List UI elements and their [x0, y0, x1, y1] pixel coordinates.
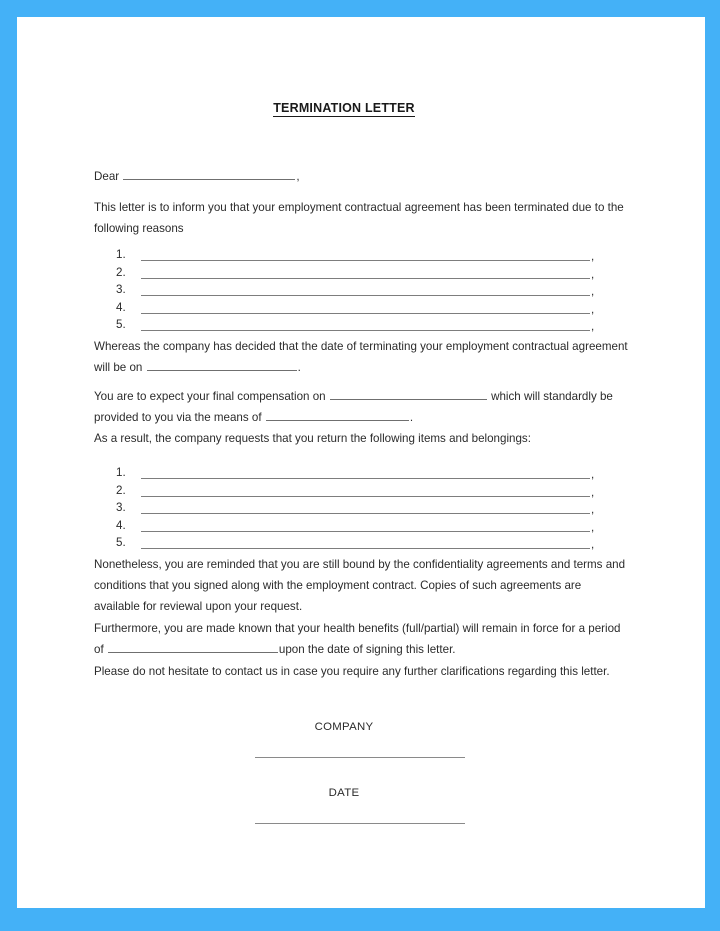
list-item-blank-field[interactable]	[141, 478, 590, 479]
list-item-number: 1.	[116, 466, 126, 479]
list-item-number: 2.	[116, 483, 126, 497]
list-item-comma: ,	[591, 485, 595, 499]
list-item	[94, 466, 628, 484]
list-item-blank-field[interactable]	[141, 313, 590, 314]
list-item-blank-field[interactable]	[141, 496, 590, 497]
benefits-paragraph	[94, 618, 628, 660]
list-item	[94, 283, 628, 301]
list-item-blank-field[interactable]	[141, 295, 590, 296]
list-item-comma: ,	[591, 520, 595, 534]
letter-page	[17, 17, 705, 908]
salutation-comma: ,	[296, 170, 300, 183]
confidentiality-paragraph: Nonetheless, you are reminded that you are still bound by the confidentiality agreements and terms and conditions that you signed along with the employment contract. Copies of such agreements are available for reviewal upon your request.	[94, 558, 626, 613]
compensation-text-middle: which will standardly be provided to you via the means of	[94, 390, 613, 424]
company-label: COMPANY	[314, 721, 374, 733]
page-title-text: TERMINATION LETTER	[273, 101, 415, 115]
list-item-number: 3.	[116, 501, 126, 514]
list-item-number: 5.	[116, 318, 126, 331]
list-item-comma: ,	[591, 503, 595, 516]
list-item	[94, 501, 628, 519]
list-item-number: 4.	[116, 300, 126, 314]
items-list	[94, 466, 628, 554]
date-label: DATE	[328, 787, 360, 799]
list-item-blank-field[interactable]	[141, 513, 590, 514]
benefits-text-before: Furthermore, you are made known that your health benefits (full/partial) will remain in force for a period of	[94, 622, 621, 656]
compensation-text-before: You are to expect your final compensation on	[94, 390, 326, 403]
list-item-comma: ,	[591, 285, 595, 298]
intro-paragraph: This letter is to inform you that your employment contractual agreement has been terminated due to the following reasons	[94, 201, 624, 235]
closing-paragraph: Please do not hesitate to contact us in case you require any further clarifications regarding this letter.	[94, 665, 610, 678]
termination-date-paragraph	[94, 336, 628, 378]
termination-date-text: Whereas the company has decided that the date of terminating your employment contractual agreement will be on	[94, 340, 628, 374]
return-items-paragraph: As a result, the company requests that you return the following items and belongings:	[94, 432, 531, 445]
benefits-period-blank-field[interactable]	[108, 641, 278, 653]
page-title	[17, 101, 671, 115]
list-item-blank-field[interactable]	[141, 278, 590, 279]
list-item-blank-field[interactable]	[141, 531, 590, 532]
salutation-line	[94, 166, 628, 187]
list-item-comma: ,	[591, 468, 595, 481]
list-item	[94, 536, 628, 554]
salutation-label: Dear	[94, 170, 120, 183]
compensation-period: .	[409, 411, 414, 424]
company-signature-field[interactable]	[255, 757, 465, 758]
benefits-text-after: upon the date of signing this letter.	[278, 643, 456, 656]
list-item-number: 4.	[116, 518, 126, 532]
compensation-date-blank-field[interactable]	[330, 388, 487, 400]
list-item-blank-field[interactable]	[141, 330, 590, 331]
list-item	[94, 301, 628, 319]
list-item	[94, 266, 628, 284]
list-item-comma: ,	[591, 320, 595, 333]
termination-date-period: .	[297, 361, 301, 374]
list-item-blank-field[interactable]	[141, 260, 590, 261]
date-signature-field[interactable]	[255, 823, 465, 824]
list-item-number: 3.	[116, 283, 126, 296]
list-item-number: 2.	[116, 265, 126, 279]
list-item-comma: ,	[591, 538, 595, 551]
reasons-list	[94, 248, 628, 336]
list-item-blank-field[interactable]	[141, 548, 590, 549]
list-item-number: 1.	[116, 248, 126, 261]
list-item	[94, 519, 628, 537]
termination-date-blank-field[interactable]	[147, 359, 297, 371]
list-item-comma: ,	[591, 302, 595, 316]
list-item-number: 5.	[116, 536, 126, 549]
list-item-comma: ,	[591, 250, 595, 263]
list-item	[94, 484, 628, 502]
list-item	[94, 318, 628, 336]
compensation-paragraph	[94, 386, 628, 428]
list-item	[94, 248, 628, 266]
list-item-comma: ,	[591, 267, 595, 281]
salutation-blank-field[interactable]	[123, 168, 295, 180]
compensation-means-blank-field[interactable]	[266, 409, 409, 421]
